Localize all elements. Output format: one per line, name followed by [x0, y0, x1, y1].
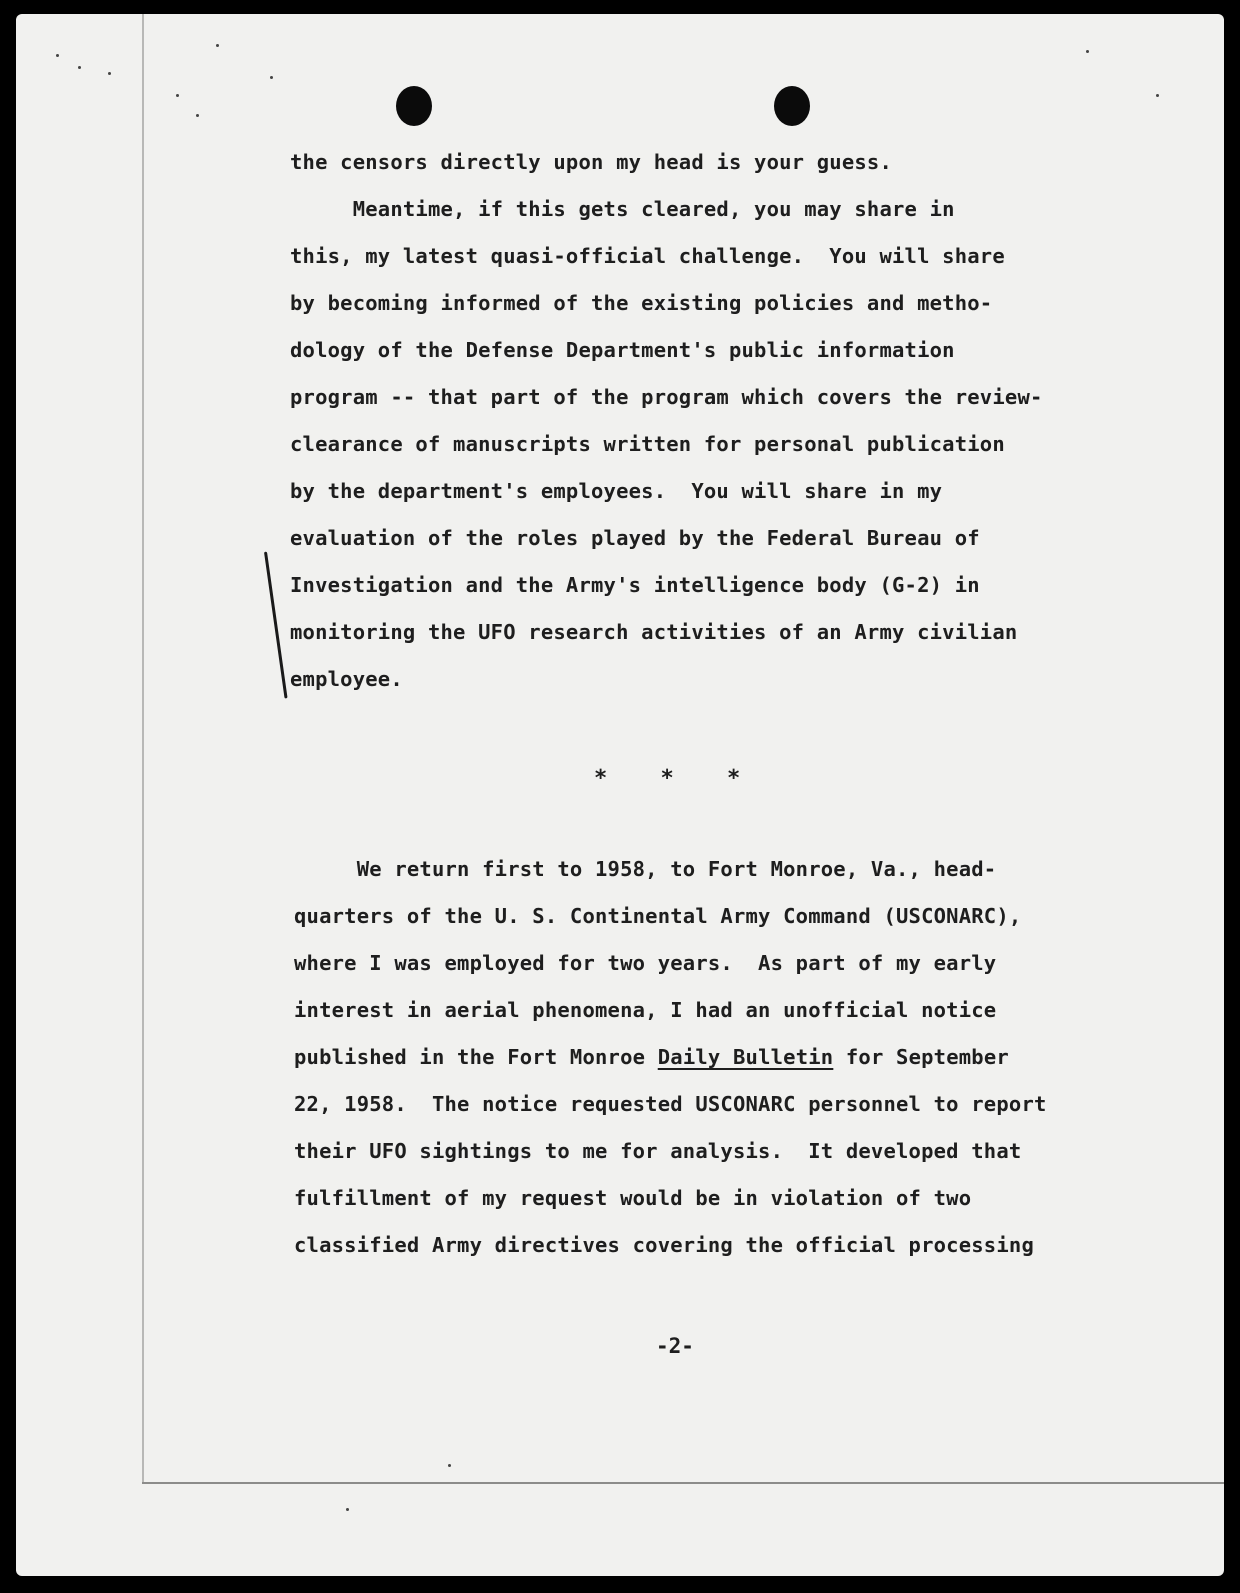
speck: [56, 54, 59, 57]
speck: [270, 76, 273, 79]
publication-title: Daily Bulletin: [657, 1045, 834, 1069]
text-line: by becoming informed of the existing policies and metho-: [290, 291, 993, 315]
text-line: Meantime, if this gets cleared, you may share in: [290, 197, 955, 221]
paragraph-2: [294, 854, 1174, 1274]
text-line: employee.: [290, 667, 403, 691]
paragraph-1: [290, 147, 1170, 707]
text-line: clearance of manuscripts written for personal publication: [290, 432, 1005, 456]
speck: [346, 1508, 349, 1511]
binding-edge: [142, 14, 144, 1484]
text-line: dology of the Defense Department's public information: [290, 338, 955, 362]
speck: [1156, 94, 1159, 97]
text-line: their UFO sightings to me for analysis. It developed that: [294, 1139, 1022, 1163]
page-number: -2-: [656, 1334, 694, 1358]
text-line: monitoring the UFO research activities of an Army civilian: [290, 620, 1018, 644]
punch-hole-right: [774, 86, 810, 126]
speck: [448, 1464, 451, 1467]
text-line: this, my latest quasi-official challenge. You will share: [290, 244, 1005, 268]
text-line: program -- that part of the program which covers the review-: [290, 385, 1043, 409]
speck: [176, 94, 179, 97]
margin-mark: [264, 552, 288, 699]
text-line: where I was employed for two years. As part of my early: [294, 951, 997, 975]
text-line: classified Army directives covering the official processing: [294, 1233, 1034, 1257]
text-line: 22, 1958. The notice requested USCONARC personnel to report: [294, 1092, 1047, 1116]
text-line: evaluation of the roles played by the Federal Bureau of: [290, 526, 980, 550]
section-separator: * * *: [594, 766, 741, 791]
punch-hole-left: [396, 86, 432, 126]
text-line: fulfillment of my request would be in violation of two: [294, 1186, 972, 1210]
speck: [1086, 50, 1089, 53]
text-line: Investigation and the Army's intelligence body (G-2) in: [290, 573, 980, 597]
text-line: by the department's employees. You will share in my: [290, 479, 943, 503]
text-segment: published in the Fort Monroe: [294, 1045, 658, 1069]
text-line-with-title: [294, 1042, 1009, 1072]
text-line: We return first to 1958, to Fort Monroe, Va., head-: [294, 857, 997, 881]
page-bottom-edge: [142, 1482, 1224, 1484]
text-line: quarters of the U. S. Continental Army Command (USCONARC),: [294, 904, 1022, 928]
speck: [196, 114, 199, 117]
speck: [216, 44, 219, 47]
text-line: interest in aerial phenomena, I had an unofficial notice: [294, 998, 997, 1022]
speck: [78, 66, 81, 69]
text-segment: for September: [833, 1045, 1009, 1069]
document-page: [16, 14, 1224, 1576]
text-line: the censors directly upon my head is your guess.: [290, 150, 893, 174]
speck: [108, 72, 111, 75]
